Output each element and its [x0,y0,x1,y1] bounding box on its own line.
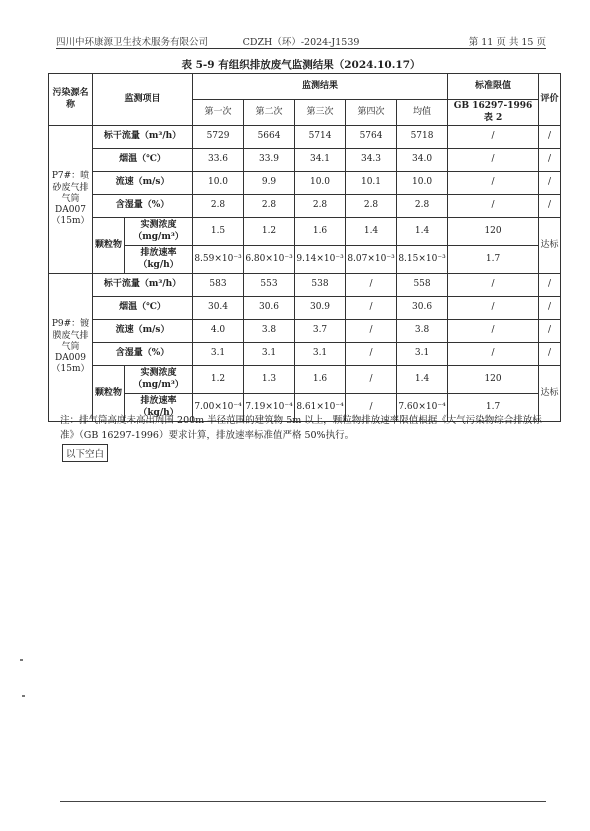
avg-cell: 558 [397,274,448,297]
value-cell: 1.6 [295,218,346,246]
avg-cell: 1.4 [397,218,448,246]
limit-cell: 120 [448,218,539,246]
eval-cell: / [539,126,561,149]
limit-cell: / [448,297,539,320]
item-label: 烟温（℃） [93,297,193,320]
table-row [49,320,561,343]
eval-cell: 达标 [539,218,561,274]
limit-cell: / [448,195,539,218]
limit-cell: / [448,172,539,195]
item-label: 含湿量（%） [93,343,193,366]
limit-cell: / [448,343,539,366]
eval-cell: / [539,297,561,320]
table-row [49,274,561,297]
source-name: P7#：喷砂废气排气筒DA007（15m） [49,126,93,274]
scan-speck [22,695,25,697]
value-cell: / [346,343,397,366]
rate-label: 排放速率（kg/h） [125,246,193,274]
avg-cell: 1.4 [397,366,448,394]
column-header-limit: 标准限值 [448,74,539,100]
avg-cell: 3.1 [397,343,448,366]
column-header-run-1: 第一次 [193,100,244,126]
value-cell: / [346,274,397,297]
item-label: 标干流量（m³/h） [93,126,193,149]
table-row [49,195,561,218]
blank-below-label: 以下空白 [62,444,108,462]
value-cell: / [346,320,397,343]
value-cell: 34.3 [346,149,397,172]
conc-label: 实测浓度（mg/m³） [125,366,193,394]
avg-cell: 5718 [397,126,448,149]
avg-cell: 30.6 [397,297,448,320]
value-cell: 1.5 [193,218,244,246]
value-cell: 5764 [346,126,397,149]
table-row [49,246,561,274]
eval-cell: / [539,172,561,195]
company-name: 四川中环康源卫生技术服务有限公司 [56,37,209,48]
value-cell: 6.80×10⁻³ [244,246,295,274]
eval-cell: / [539,274,561,297]
column-header-item: 监测项目 [93,74,193,126]
value-cell: / [346,394,397,422]
value-cell: 1.6 [295,366,346,394]
value-cell: 538 [295,274,346,297]
limit-cell: / [448,126,539,149]
item-label: 烟温（℃） [93,149,193,172]
column-header-results: 监测结果 [193,74,448,100]
report-number: CDZH（环）-2024-J1539 [242,37,360,48]
table-row [49,297,561,320]
column-header-run-3: 第三次 [295,100,346,126]
header-divider [56,48,546,49]
table-row [49,218,561,246]
value-cell: 2.8 [193,195,244,218]
particulate-label: 颗粒物 [93,218,125,274]
limit-cell: / [448,274,539,297]
value-cell: 8.61×10⁻⁴ [295,394,346,422]
value-cell: 583 [193,274,244,297]
value-cell: 7.19×10⁻⁴ [244,394,295,422]
value-cell: 3.1 [193,343,244,366]
avg-cell: 8.15×10⁻³ [397,246,448,274]
table-row [49,172,561,195]
value-cell: 3.1 [295,343,346,366]
value-cell: 5714 [295,126,346,149]
monitoring-results-table [48,73,561,422]
value-cell: 9.9 [244,172,295,195]
column-header-source: 污染源名称 [49,74,93,126]
table-row [49,149,561,172]
item-label: 流速（m/s） [93,320,193,343]
avg-cell: 7.60×10⁻⁴ [397,394,448,422]
item-label: 含湿量（%） [93,195,193,218]
value-cell: 9.14×10⁻³ [295,246,346,274]
avg-cell: 3.8 [397,320,448,343]
value-cell: 34.1 [295,149,346,172]
value-cell: 3.1 [244,343,295,366]
column-header-eval: 评价 [539,74,561,126]
eval-cell: / [539,195,561,218]
eval-cell: / [539,149,561,172]
value-cell: 10.0 [193,172,244,195]
value-cell: 4.0 [193,320,244,343]
table-row [49,366,561,394]
value-cell: 5664 [244,126,295,149]
value-cell: 5729 [193,126,244,149]
value-cell: 2.8 [346,195,397,218]
page-number: 第 11 页 共 15 页 [468,37,546,48]
item-label: 流速（m/s） [93,172,193,195]
value-cell: / [346,366,397,394]
scan-speck [20,659,23,661]
value-cell: 30.4 [193,297,244,320]
item-label: 标干流量（m³/h） [93,274,193,297]
value-cell: 553 [244,274,295,297]
value-cell: 30.6 [244,297,295,320]
value-cell: 3.8 [244,320,295,343]
source-name: P9#：镀膜废气排气筒DA009（15m） [49,274,93,422]
column-header-standard [448,100,539,126]
limit-cell: / [448,320,539,343]
value-cell: 33.9 [244,149,295,172]
avg-cell: 2.8 [397,195,448,218]
value-cell: 2.8 [244,195,295,218]
value-cell: 30.9 [295,297,346,320]
standard-code: GB 16297-1996 [453,101,533,112]
value-cell: 1.3 [244,366,295,394]
column-header-run-4: 第四次 [346,100,397,126]
value-cell: 2.8 [295,195,346,218]
rate-label: 排放速率（kg/h） [125,394,193,422]
value-cell: 8.07×10⁻³ [346,246,397,274]
particulate-label: 颗粒物 [93,366,125,422]
value-cell: 3.7 [295,320,346,343]
value-cell: 1.4 [346,218,397,246]
footer-divider [60,801,546,802]
table-title: 表 5-9 有组织排放废气监测结果（2024.10.17） [181,59,421,71]
table-note: 注：排气筒高度未高出周围 200m 半径范围的建筑物 5m 以上，颗粒物排放速率限值根据《大气污染物综合排放标准》（GB 16297-1996）要求计算，排放速率标准值严格 50%执行。 [60,415,542,441]
conc-label: 实测浓度（mg/m³） [125,218,193,246]
table-row [49,126,561,149]
avg-cell: 10.0 [397,172,448,195]
eval-cell: 达标 [539,366,561,422]
standard-table: 表 2 [483,112,503,123]
value-cell: 33.6 [193,149,244,172]
eval-cell: / [539,320,561,343]
value-cell: 1.2 [193,366,244,394]
limit-cell: 1.7 [448,246,539,274]
value-cell: 10.0 [295,172,346,195]
limit-cell: 1.7 [448,394,539,422]
value-cell: / [346,297,397,320]
value-cell: 8.59×10⁻³ [193,246,244,274]
page-header [56,34,546,48]
avg-cell: 34.0 [397,149,448,172]
limit-cell: 120 [448,366,539,394]
value-cell: 7.00×10⁻⁴ [193,394,244,422]
limit-cell: / [448,149,539,172]
column-header-run-2: 第二次 [244,100,295,126]
value-cell: 1.2 [244,218,295,246]
column-header-average: 均值 [397,100,448,126]
eval-cell: / [539,343,561,366]
value-cell: 10.1 [346,172,397,195]
table-row [49,343,561,366]
